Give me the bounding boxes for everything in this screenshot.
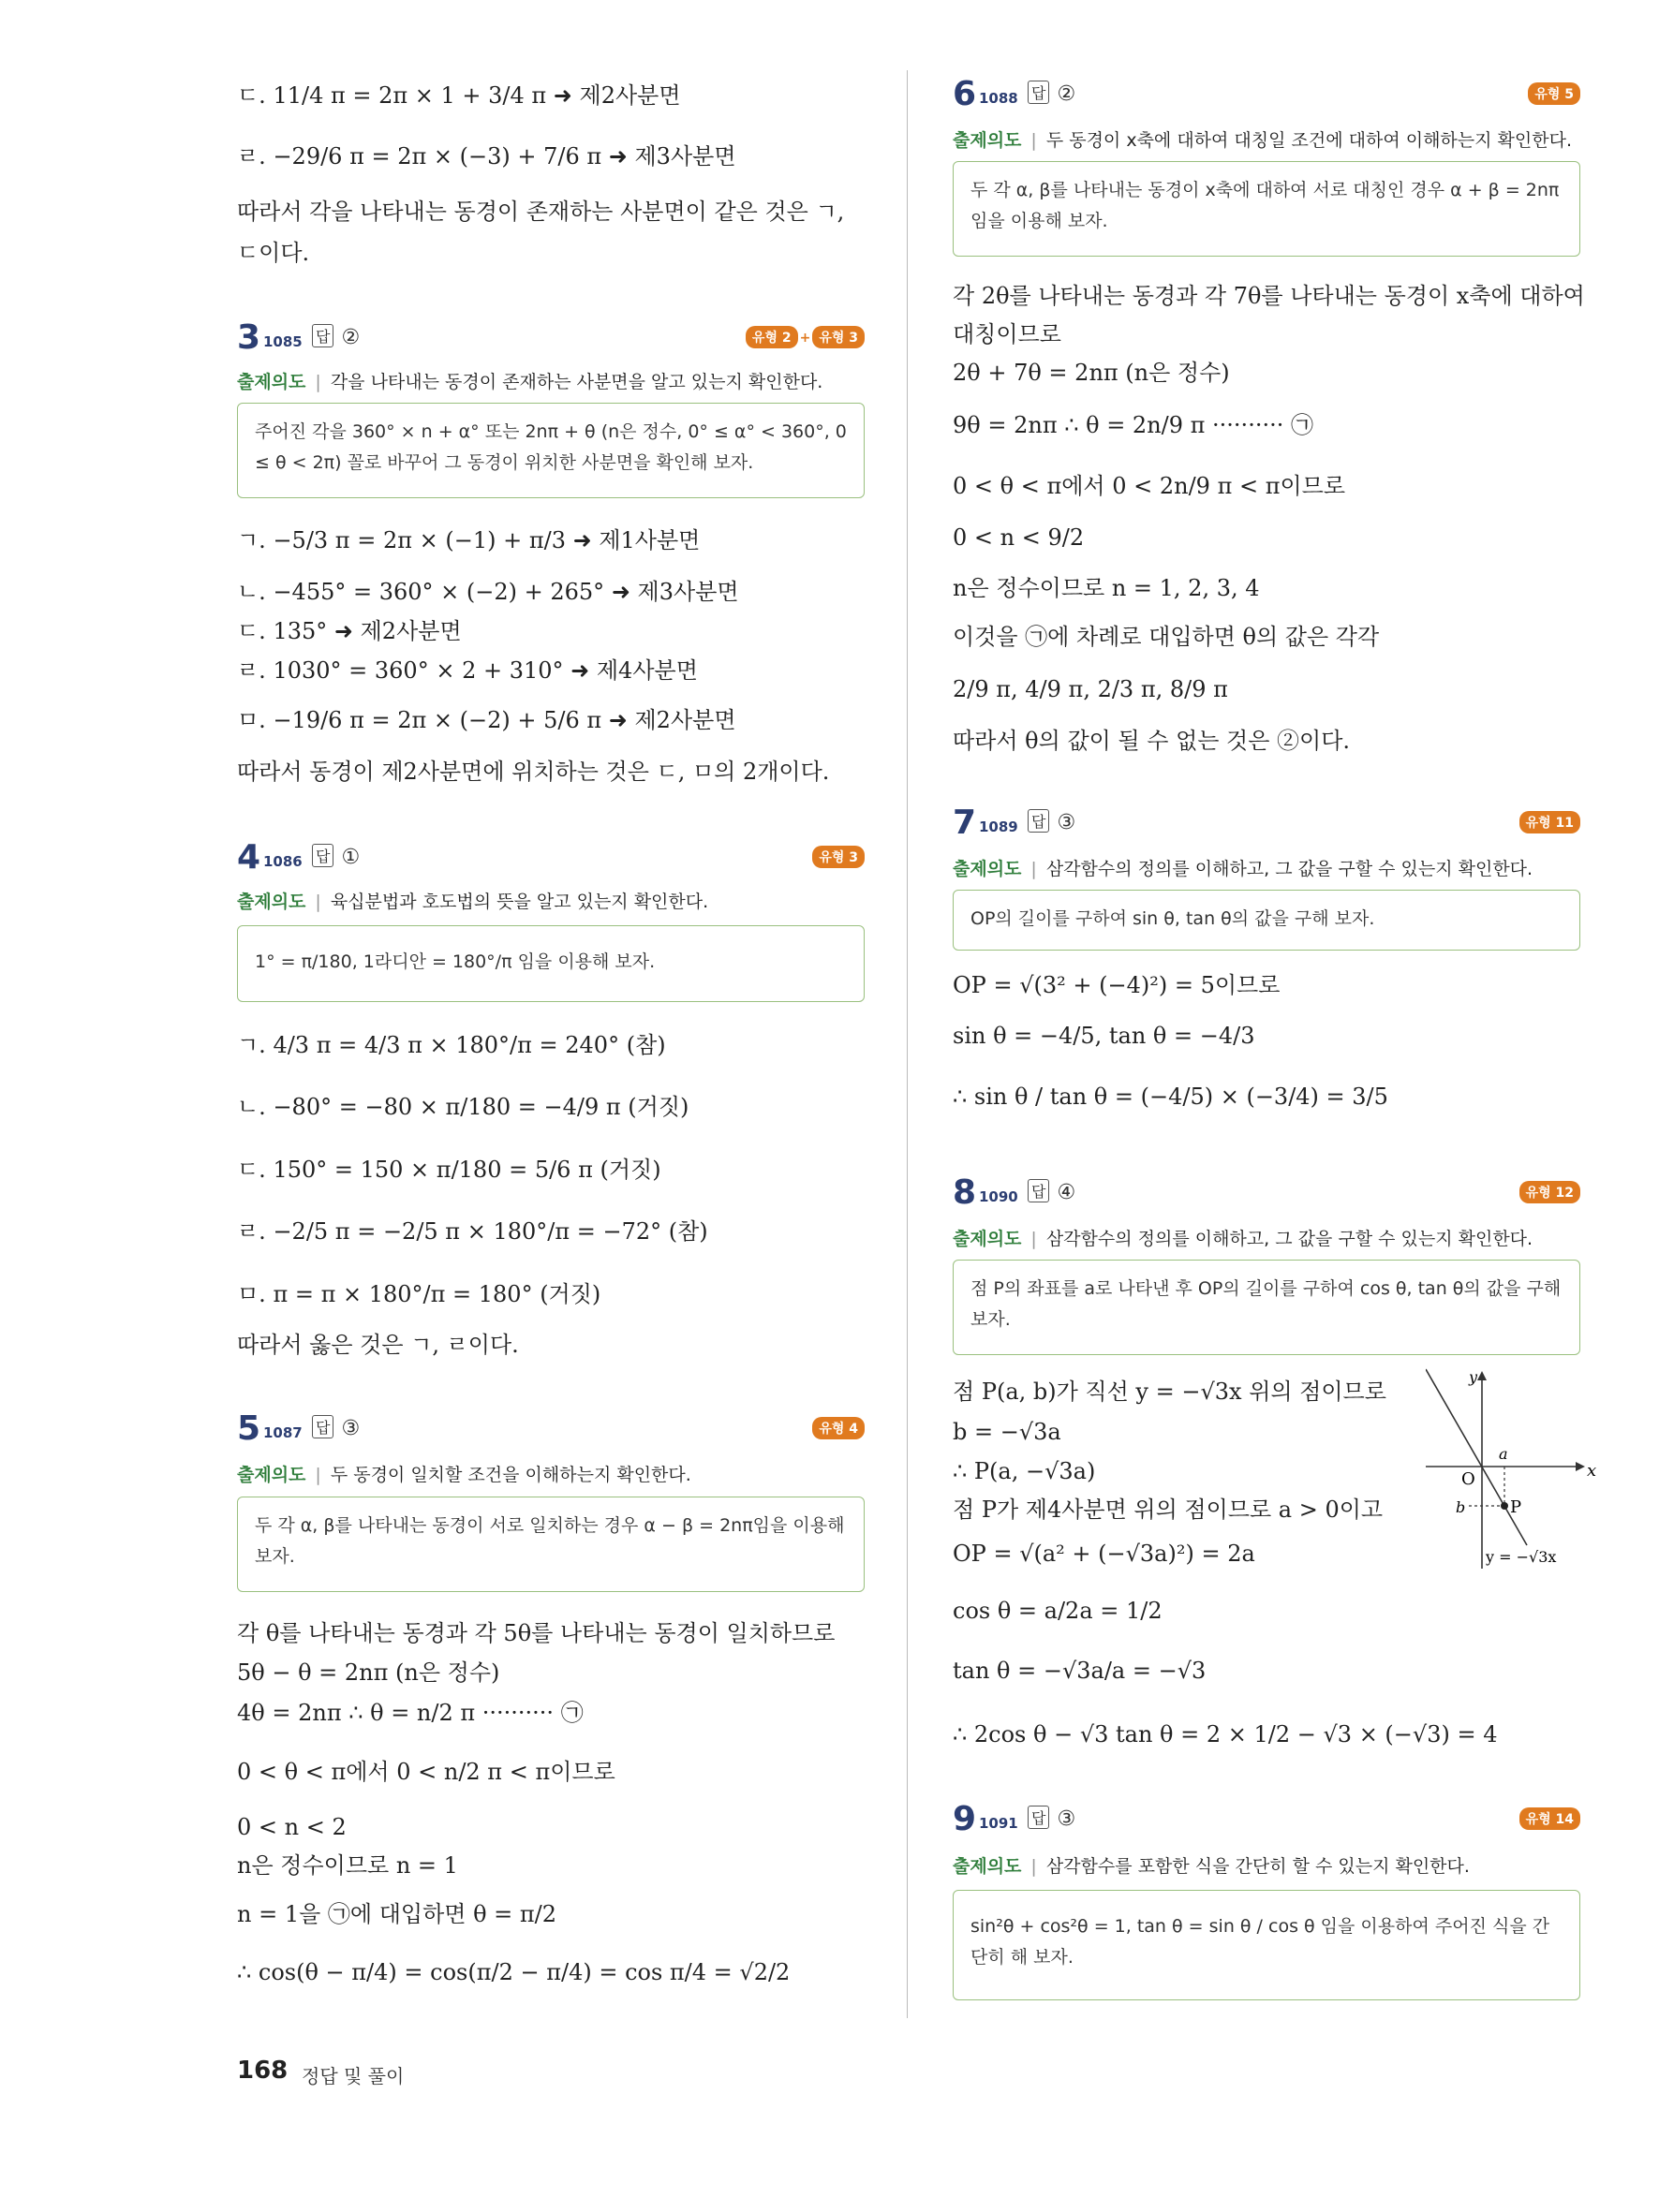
problem-number: 6 [953, 75, 977, 113]
intent-separator: | [1030, 1229, 1037, 1249]
intent-label: 출제의도 [953, 1229, 1022, 1249]
solution-line: n은 정수이므로 n = 1 [237, 1852, 458, 1879]
solution-line: 0 < θ < π에서 0 < 2n/9 π < π이므로 [953, 473, 1346, 499]
coordinate-graph [1426, 1367, 1604, 1578]
type-tags [812, 846, 865, 868]
problem-4-header [237, 838, 865, 879]
solution-line: ㄹ. 1030° = 360° × 2 + 310° ➜ 제4사분면 [237, 657, 698, 684]
type-tag: 유형 12 [1519, 1181, 1580, 1203]
type-tags [812, 1417, 865, 1439]
intent-separator: | [1030, 859, 1037, 879]
problem-number: 9 [953, 1800, 977, 1838]
answer-value: ① [341, 846, 361, 869]
problem-number: 3 [237, 318, 261, 357]
problem-code: 1087 [263, 1424, 303, 1441]
hint-box: sin²θ + cos²θ = 1, tan θ = sin θ / cos θ 임을 이용하여 주어진 식을 간단히 해 보자. [953, 1890, 1580, 2000]
intent-label: 출제의도 [953, 859, 1022, 879]
type-tag: 유형 11 [1519, 811, 1580, 833]
solution-line: 각 2θ를 나타내는 동경과 각 7θ를 나타내는 동경이 x축에 대하여 [953, 283, 1585, 309]
answer-value: ③ [1057, 811, 1076, 834]
intent-separator: | [1030, 1856, 1037, 1877]
intent-row [237, 1461, 691, 1486]
solution-line: ㅁ. π = π × 180°/π = 180° (거짓) [237, 1281, 601, 1307]
type-tag: 유형 4 [812, 1417, 865, 1439]
solution-line: 따라서 동경이 제2사분면에 위치하는 것은 ㄷ, ㅁ의 2개이다. [237, 759, 830, 785]
solution-line: ∴ cos(θ − π/4) = cos(π/2 − π/4) = cos π/4 = √2/2 [237, 1959, 791, 1985]
column-divider [907, 70, 908, 2018]
y-axis-arrow [1477, 1371, 1487, 1380]
type-tags [746, 326, 865, 348]
type-tag: 유형 2 [746, 326, 798, 348]
solution-line: 5θ − θ = 2nπ (n은 정수) [237, 1659, 500, 1686]
intent-label: 출제의도 [237, 372, 306, 392]
problem-code: 1091 [979, 1815, 1018, 1832]
solution-line: n은 정수이므로 n = 1, 2, 3, 4 [953, 575, 1260, 601]
answer-tag: 답 [1028, 1179, 1049, 1202]
answer-tag: 답 [1028, 809, 1049, 833]
intent-row [953, 1852, 1470, 1878]
answer-tag: 답 [312, 1415, 333, 1438]
problem-7-header [953, 804, 1580, 845]
x-label: x [1587, 1461, 1597, 1481]
intent-separator: | [315, 1465, 321, 1485]
problem-code: 1088 [979, 90, 1018, 107]
solution-line: ∴ P(a, −√3a) [953, 1458, 1096, 1484]
line-graph [1426, 1369, 1527, 1545]
tag-plus: + [799, 331, 811, 346]
intent-row [237, 888, 708, 913]
intent-separator: | [1030, 130, 1037, 151]
solution-line: 점 P가 제4사분면 위의 점이므로 a > 0이고 [953, 1497, 1384, 1523]
intent-row [953, 855, 1533, 880]
solution-line: ㅁ. −19/6 π = 2π × (−2) + 5/6 π ➜ 제2사분면 [237, 707, 736, 733]
solution-line: ∴ sin θ / tan θ = (−4/5) × (−3/4) = 3/5 [953, 1084, 1388, 1110]
answer [1028, 1806, 1075, 1831]
solution-line: b = −√3a [953, 1419, 1061, 1445]
solution-line: 0 < n < 2 [237, 1814, 347, 1840]
problem-3-header [237, 318, 865, 360]
solution-line: ㄴ. −455° = 360° × (−2) + 265° ➜ 제3사분면 [237, 579, 739, 605]
solution-line: 대칭이므로 [953, 321, 1061, 347]
solution-line: 9θ = 2nπ ∴ θ = 2n/9 π ·········· ㉠ [953, 412, 1313, 438]
hint-box: 두 각 α, β를 나타내는 동경이 서로 일치하는 경우 α − β = 2nπ임을 이용해 보자. [237, 1497, 865, 1592]
intent-text: 각을 나타내는 동경이 존재하는 사분면을 알고 있는지 확인한다. [330, 372, 823, 392]
a-label: a [1499, 1445, 1508, 1463]
answer [312, 844, 360, 869]
solution-line: 0 < θ < π에서 0 < n/2 π < π이므로 [237, 1759, 615, 1785]
problem-6-header [953, 75, 1580, 116]
hint-box: 1° = π/180, 1라디안 = 180°/π 임을 이용해 보자. [237, 925, 865, 1002]
type-tags [1519, 811, 1580, 833]
type-tags [1519, 1181, 1580, 1203]
intent-text: 두 동경이 일치할 조건을 이해하는지 확인한다. [330, 1465, 691, 1485]
solution-line: ∴ 2cos θ − √3 tan θ = 2 × 1/2 − √3 × (−√3) = 4 [953, 1721, 1498, 1747]
solution-line: 각 θ를 나타내는 동경과 각 5θ를 나타내는 동경이 일치하므로 [237, 1620, 836, 1646]
b-label: b [1456, 1498, 1466, 1516]
type-tag: 유형 3 [812, 846, 865, 868]
solution-line: ㄱ. −5/3 π = 2π × (−1) + π/3 ➜ 제1사분면 [237, 527, 701, 553]
solution-line: 따라서 θ의 값이 될 수 없는 것은 ②이다. [953, 728, 1351, 754]
solution-line: ㄹ. −2/5 π = −2/5 π × 180°/π = −72° (참) [237, 1218, 708, 1245]
page-number: 168 [237, 2057, 289, 2085]
problem-number: 8 [953, 1173, 977, 1212]
answer [1028, 81, 1075, 106]
intent-label: 출제의도 [953, 1856, 1022, 1877]
solution-line: 2/9 π, 4/9 π, 2/3 π, 8/9 π [953, 676, 1228, 702]
intent-row [953, 1225, 1533, 1250]
problem-8-header [953, 1173, 1580, 1215]
solution-line: 0 < n < 9/2 [953, 524, 1085, 551]
intent-text: 두 동경이 x축에 대하여 대칭일 조건에 대하여 이해하는지 확인한다. [1045, 130, 1572, 151]
solution-line: OP = √(a² + (−√3a)²) = 2a [953, 1541, 1255, 1567]
problem-9-header [953, 1800, 1580, 1841]
y-label: y [1469, 1368, 1478, 1386]
answer-value: ② [1057, 82, 1076, 106]
answer [1028, 1179, 1075, 1204]
answer-tag: 답 [1028, 1806, 1049, 1829]
answer [1028, 809, 1075, 834]
problem-code: 1090 [979, 1188, 1018, 1205]
type-tag: 유형 5 [1528, 82, 1580, 105]
answer-value: ② [341, 326, 361, 349]
problem-5-header [237, 1409, 865, 1451]
problem-number: 4 [237, 838, 261, 877]
intent-text: 삼각함수를 포함한 식을 간단히 할 수 있는지 확인한다. [1045, 1856, 1470, 1877]
line-label: y = −√3x [1486, 1548, 1557, 1566]
problem-number: 7 [953, 804, 977, 842]
point-p [1501, 1502, 1508, 1510]
answer [312, 1415, 360, 1440]
solution-line: 따라서 각을 나타내는 동경이 존재하는 사분면이 같은 것은 ㄱ, [237, 199, 845, 225]
answer-tag: 답 [312, 844, 333, 867]
footer-label: 정답 및 풀이 [302, 2065, 405, 2087]
solution-line: ㄷ. 150° = 150 × π/180 = 5/6 π (거짓) [237, 1157, 661, 1183]
x-axis-arrow [1576, 1462, 1585, 1471]
intent-label: 출제의도 [237, 892, 306, 912]
solution-line: sin θ = −4/5, tan θ = −4/3 [953, 1023, 1255, 1049]
answer [312, 324, 360, 349]
hint-box: 주어진 각을 360° × n + α° 또는 2nπ + θ (n은 정수, 0° ≤ α° < 360°, 0 ≤ θ < 2π) 꼴로 바꾸어 그 동경이 위치한 사분면을 확인해 보자. [237, 403, 865, 498]
intent-text: 삼각함수의 정의를 이해하고, 그 값을 구할 수 있는지 확인한다. [1045, 1229, 1533, 1249]
problem-code: 1089 [979, 818, 1018, 835]
problem-code: 1086 [263, 853, 303, 870]
solution-line: n = 1을 ㉠에 대입하면 θ = π/2 [237, 1901, 557, 1927]
intent-text: 육십분법과 호도법의 뜻을 알고 있는지 확인한다. [330, 892, 709, 912]
solution-line: 2θ + 7θ = 2nπ (n은 정수) [953, 360, 1230, 386]
solution-line: 점 P(a, b)가 직선 y = −√3x 위의 점이므로 [953, 1379, 1386, 1405]
intent-row [237, 368, 822, 393]
answer-value: ③ [341, 1417, 361, 1440]
type-tags [1528, 82, 1580, 105]
hint-box: OP의 길이를 구하여 sin θ, tan θ의 값을 구해 보자. [953, 890, 1580, 951]
answer-value: ③ [1057, 1807, 1076, 1831]
solution-line: cos θ = a/2a = 1/2 [953, 1598, 1163, 1624]
solution-line: 따라서 옳은 것은 ㄱ, ㄹ이다. [237, 1332, 519, 1358]
solution-line: OP = √(3² + (−4)²) = 5이므로 [953, 972, 1281, 998]
intent-separator: | [315, 892, 321, 912]
type-tags [1519, 1807, 1580, 1830]
intent-text: 삼각함수의 정의를 이해하고, 그 값을 구할 수 있는지 확인한다. [1045, 859, 1533, 879]
solution-line: 이것을 ㉠에 차례로 대입하면 θ의 값은 각각 [953, 624, 1380, 650]
solution-line: ㄱ. 4/3 π = 4/3 π × 180°/π = 240° (참) [237, 1032, 666, 1058]
hint-box: 점 P의 좌표를 a로 나타낸 후 OP의 길이를 구하여 cos θ, tan θ의 값을 구해 보자. [953, 1260, 1580, 1355]
hint-box: 두 각 α, β를 나타내는 동경이 x축에 대하여 서로 대칭인 경우 α + β = 2nπ 임을 이용해 보자. [953, 161, 1580, 257]
intent-separator: | [315, 372, 321, 392]
intent-label: 출제의도 [237, 1465, 306, 1485]
answer-tag: 답 [312, 324, 333, 347]
answer-tag: 답 [1028, 81, 1049, 104]
intent-label: 출제의도 [953, 130, 1022, 151]
solution-line: ㄷ. 11/4 π = 2π × 1 + 3/4 π ➜ 제2사분면 [237, 82, 681, 109]
problem-number: 5 [237, 1409, 261, 1448]
type-tag: 유형 3 [812, 326, 865, 348]
intent-row [953, 126, 1572, 152]
problem-code: 1085 [263, 333, 303, 350]
solution-line: ㄷ. 135° ➜ 제2사분면 [237, 618, 462, 644]
type-tag: 유형 14 [1519, 1807, 1580, 1830]
solution-line: ㄷ이다. [237, 240, 310, 266]
solution-line: 4θ = 2nπ ∴ θ = n/2 π ·········· ㉠ [237, 1700, 584, 1726]
solution-line: ㄹ. −29/6 π = 2π × (−3) + 7/6 π ➜ 제3사분면 [237, 143, 736, 170]
p-label: P [1510, 1497, 1522, 1517]
origin-label: O [1461, 1469, 1475, 1489]
solution-line: ㄴ. −80° = −80 × π/180 = −4/9 π (거짓) [237, 1094, 689, 1120]
solution-line: tan θ = −√3a/a = −√3 [953, 1658, 1207, 1684]
answer-value: ④ [1057, 1181, 1076, 1204]
